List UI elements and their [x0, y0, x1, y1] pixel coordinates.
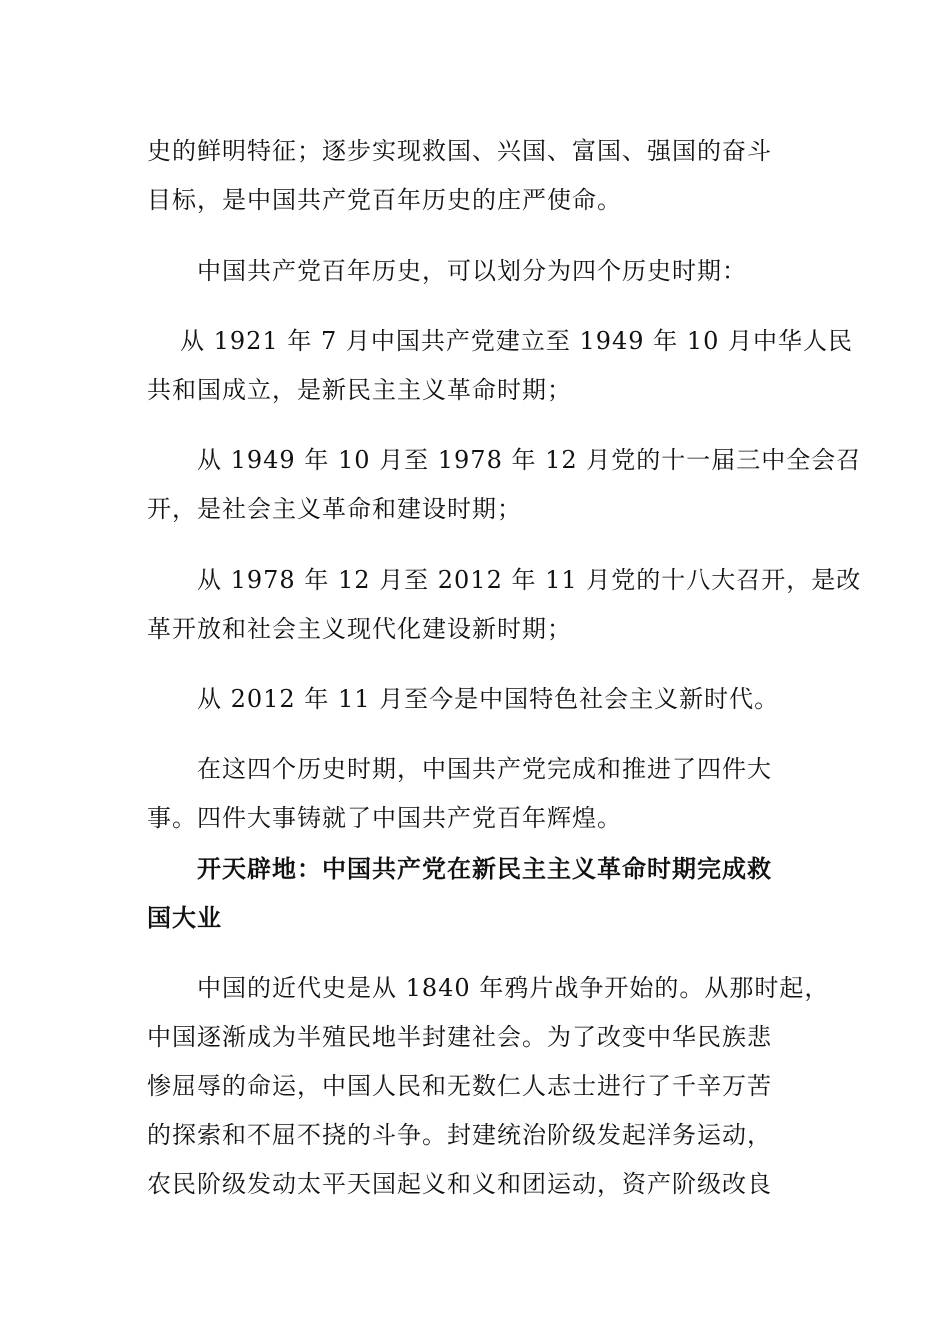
paragraph-4-line-2: 开，是社会主义革命和建设时期；	[147, 495, 522, 523]
paragraph-1-line-1: 史的鲜明特征；逐步实现救国、兴国、富国、强国的奋斗	[147, 137, 772, 165]
paragraph-9-line-1: 中国的近代史是从 1840 年鸦片战争开始的。从那时起，	[197, 974, 830, 1002]
paragraph-7-line-2: 事。四件大事铸就了中国共产党百年辉煌。	[147, 804, 622, 832]
paragraph-3-line-1: 从 1921 年 7 月中国共产党建立至 1949 年 10 月中华人民	[180, 327, 853, 355]
paragraph-9-line-4: 的探索和不屈不挠的斗争。封建统治阶级发起洋务运动，	[147, 1121, 772, 1149]
paragraph-5-line-1: 从 1978 年 12 月至 2012 年 11 月党的十八大召开，是改	[197, 566, 862, 594]
paragraph-7-line-1: 在这四个历史时期，中国共产党完成和推进了四件大	[197, 755, 772, 783]
section-heading-line-1: 开天辟地：中国共产党在新民主主义革命时期完成救	[197, 854, 772, 883]
paragraph-2-line-1: 中国共产党百年历史，可以划分为四个历史时期：	[197, 257, 747, 285]
section-heading-line-2: 国大业	[147, 903, 222, 932]
paragraph-1-line-2: 目标，是中国共产党百年历史的庄严使命。	[147, 186, 622, 214]
paragraph-9-line-5: 农民阶级发动太平天国起义和义和团运动，资产阶级改良	[147, 1170, 772, 1198]
paragraph-5-line-2: 革开放和社会主义现代化建设新时期；	[147, 615, 572, 643]
paragraph-9-line-2: 中国逐渐成为半殖民地半封建社会。为了改变中华民族悲	[147, 1023, 772, 1051]
paragraph-4-line-1: 从 1949 年 10 月至 1978 年 12 月党的十一届三中全会召	[197, 446, 862, 474]
paragraph-3-line-2: 共和国成立，是新民主主义革命时期；	[147, 376, 572, 404]
paragraph-9-line-3: 惨屈辱的命运，中国人民和无数仁人志士进行了千辛万苦	[147, 1072, 772, 1100]
paragraph-6-line-1: 从 2012 年 11 月至今是中国特色社会主义新时代。	[197, 685, 780, 713]
